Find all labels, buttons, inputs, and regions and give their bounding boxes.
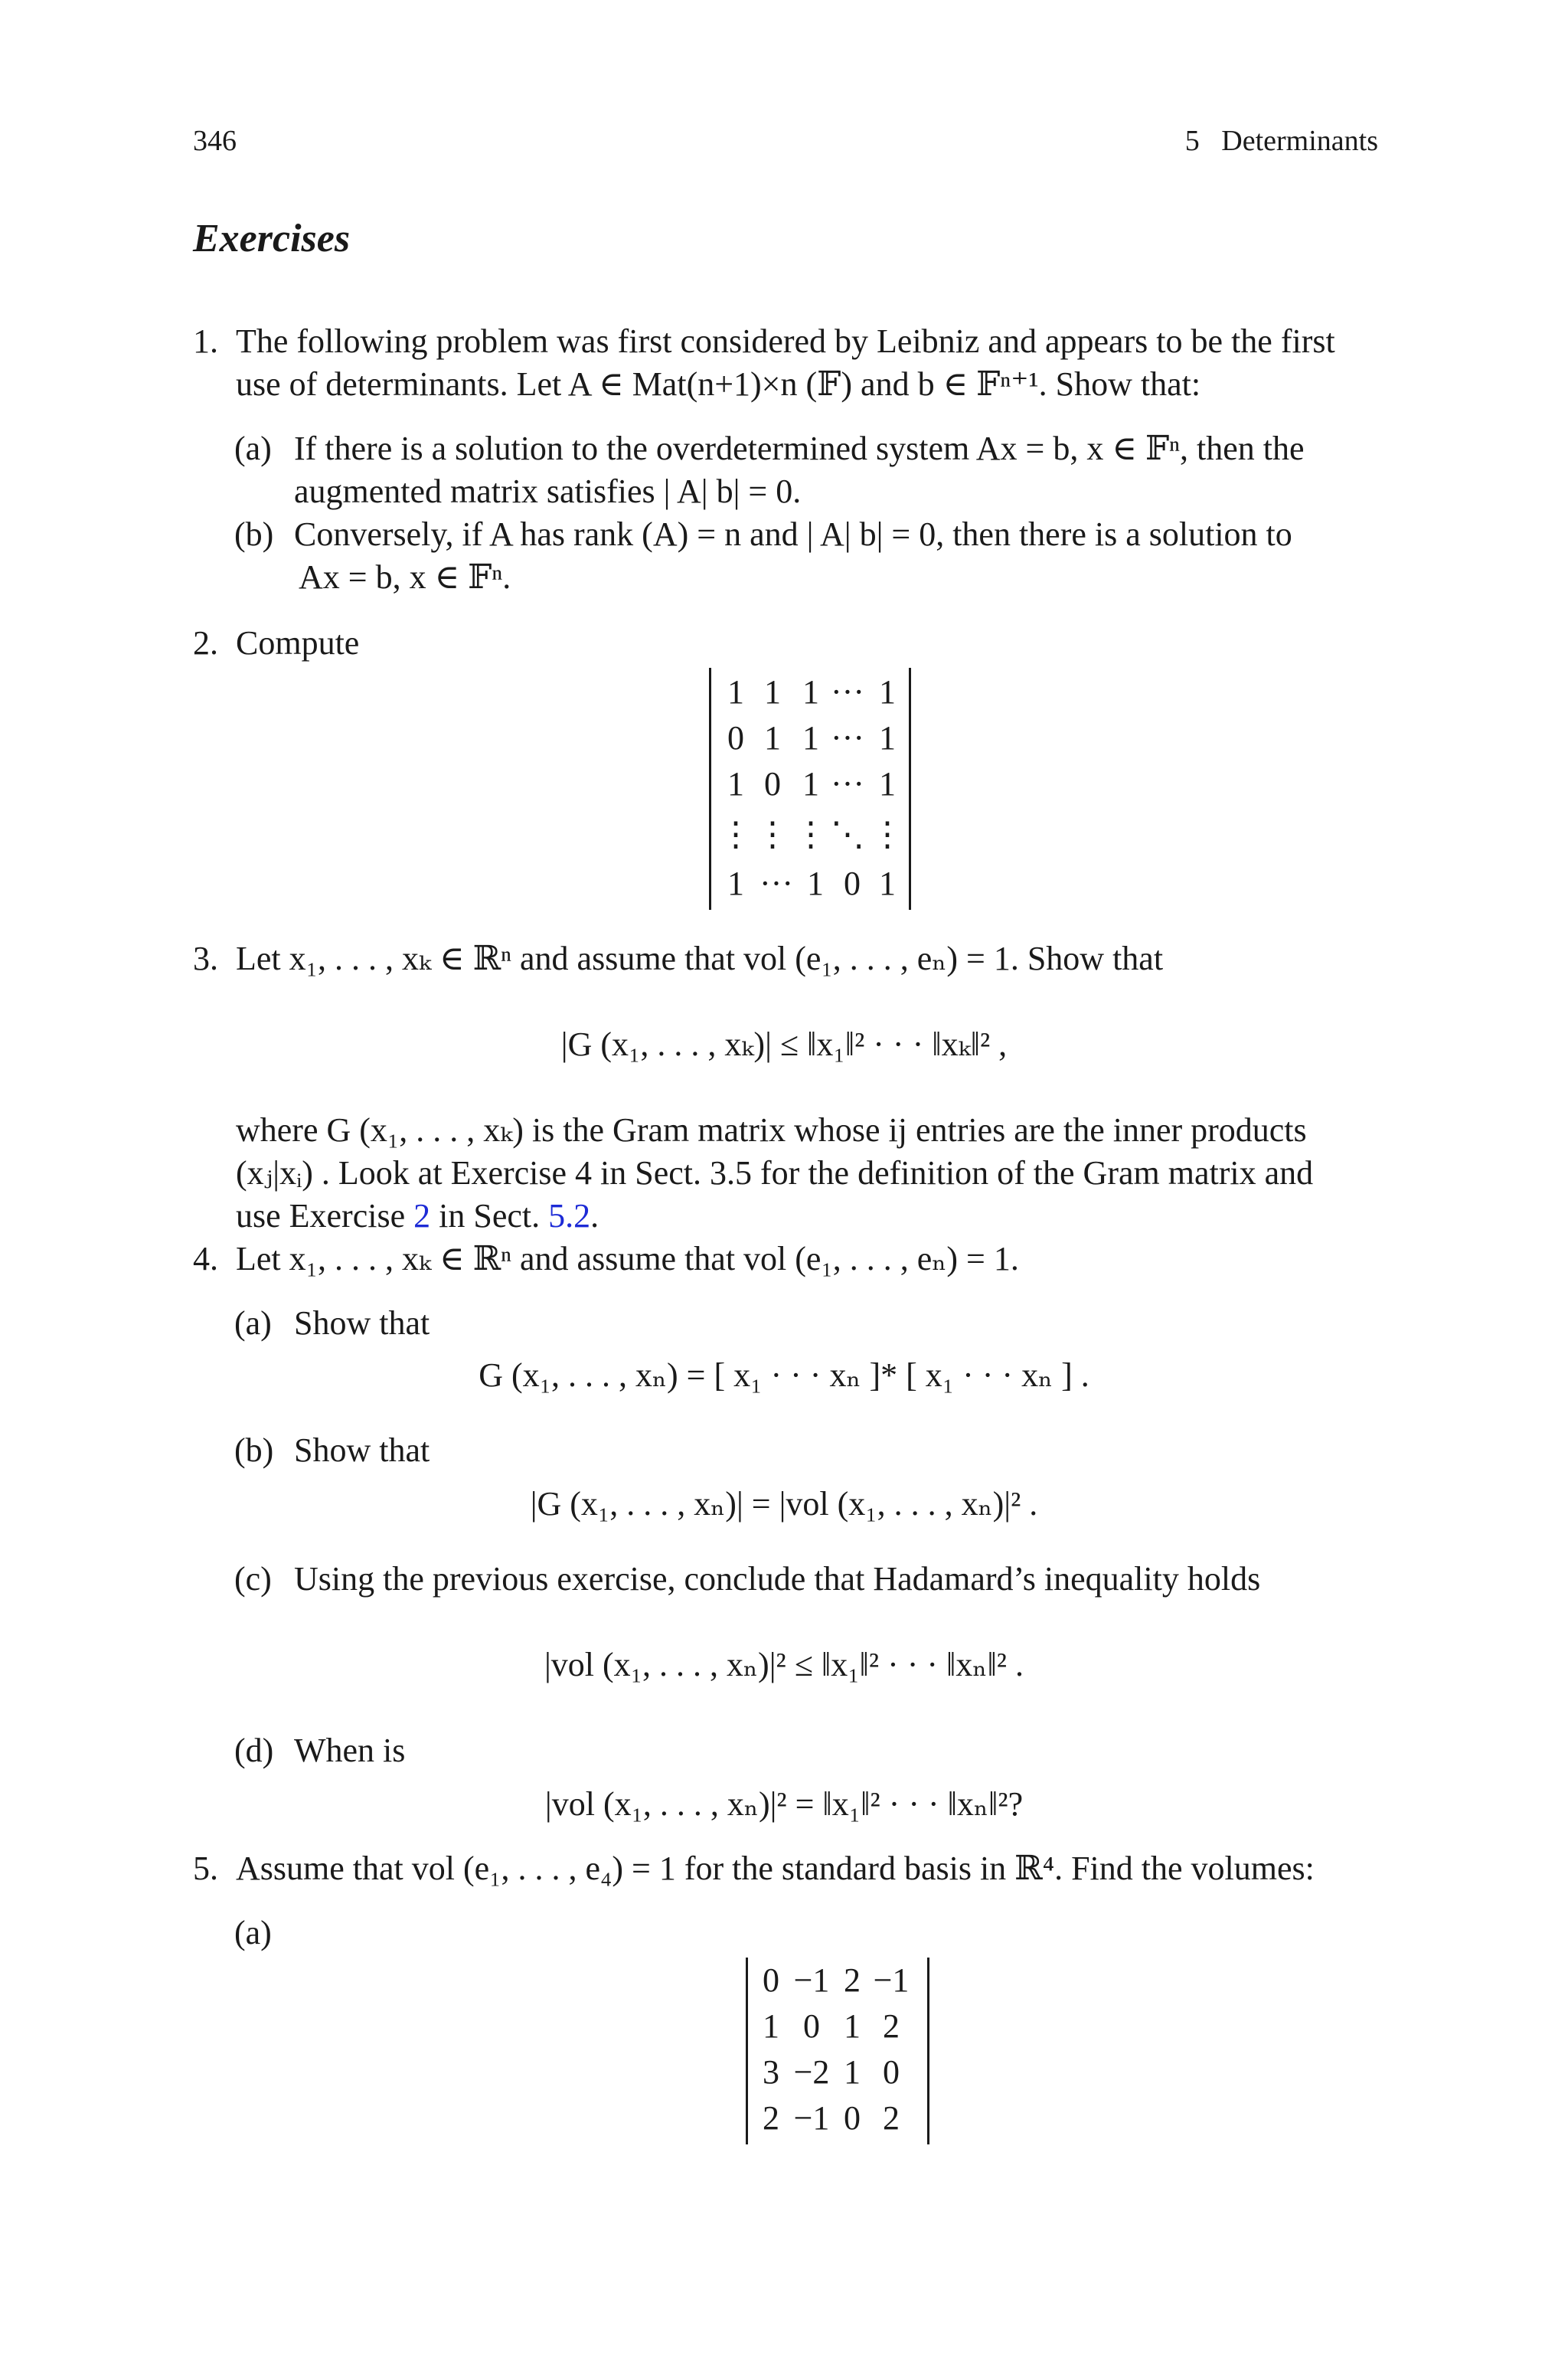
- matrix-cell: 2: [883, 2007, 900, 2045]
- matrix-cell: 2: [844, 1961, 861, 1999]
- item-text: If there is a solution to the overdetermined system Ax = b, x ∈ 𝔽ⁿ, then the: [294, 430, 1305, 467]
- matrix-cell: 1: [764, 719, 781, 757]
- section-link[interactable]: 5.2: [548, 1197, 591, 1235]
- matrix-cell: ⋮: [756, 816, 789, 853]
- matrix-cell: ···: [760, 865, 793, 902]
- matrix-cell: ⋱: [831, 816, 864, 853]
- matrix-cell: 1: [727, 765, 744, 803]
- exercise-text: [236, 1195, 599, 1238]
- matrix-cell: 1: [879, 673, 896, 711]
- equation: |vol (x₁, . . . , xₙ)|² ≤ ‖x₁‖² · · · ‖xₙ‖² .: [544, 1646, 1024, 1683]
- exercise-number: 4.: [193, 1240, 218, 1277]
- item-text: Conversely, if A has rank (A) = n and | A| b| = 0, then there is a solution to: [294, 515, 1292, 553]
- exercise-number: 1.: [193, 322, 218, 360]
- matrix-cell: 2: [763, 2099, 779, 2137]
- matrix-cell: 1: [764, 673, 781, 711]
- matrix-cell: 0: [844, 2099, 861, 2137]
- page-number: 346: [193, 125, 237, 157]
- equation: |G (x₁, . . . , xₙ)| = |vol (x₁, . . . , xₙ)|² .: [530, 1485, 1038, 1523]
- item-label: (b): [234, 515, 274, 553]
- exercise-text: where G (x₁, . . . , xₖ) is the Gram matrix whose ij entries are the inner products: [236, 1111, 1307, 1149]
- exercise-number: 5.: [193, 1850, 218, 1887]
- matrix-cell: ⋮: [871, 816, 904, 853]
- matrix-cell: 1: [879, 865, 896, 902]
- matrix-row: [717, 862, 903, 905]
- exercise-number: 2.: [193, 624, 218, 662]
- matrix-cell: ⋮: [794, 816, 828, 853]
- item-text: Show that: [294, 1304, 430, 1342]
- matrix-cell: 0: [764, 765, 781, 803]
- item-label: (a): [234, 430, 272, 467]
- matrix-cell: 1: [879, 765, 896, 803]
- text-segment: .: [590, 1197, 599, 1235]
- item-label: (a): [234, 1304, 272, 1342]
- matrix-row: [752, 2051, 923, 2094]
- item-text: When is: [294, 1732, 406, 1769]
- item-text: augmented matrix satisfies | A| b| = 0.: [294, 473, 802, 510]
- equation: G (x₁, . . . , xₙ) = [ x₁ · · · xₙ ]* [ x₁ · · · xₙ ] .: [479, 1356, 1089, 1394]
- matrix-bar-left: [746, 1958, 748, 2144]
- item-text: Ax = b, x ∈ 𝔽ⁿ.: [299, 558, 511, 596]
- item-text: Show that: [294, 1431, 430, 1469]
- text-segment: in Sect.: [430, 1197, 549, 1235]
- matrix-cell: 0: [803, 2007, 820, 2045]
- matrix-cell: 1: [807, 865, 824, 902]
- matrix-row: [752, 2005, 923, 2048]
- equation: |G (x₁, . . . , xₖ)| ≤ ‖x₁‖² · · · ‖xₖ‖² ,: [560, 1025, 1008, 1063]
- determinant-matrix-2: [746, 1958, 929, 2144]
- determinant-matrix-1: [709, 668, 911, 910]
- matrix-cell: 1: [844, 2007, 861, 2045]
- exercise-text: use of determinants. Let A ∈ Mat(n+1)×n (𝔽) and b ∈ 𝔽ⁿ⁺¹. Show that:: [236, 365, 1201, 403]
- exercise-text: Assume that vol (e₁, . . . , e₄) = 1 for the standard basis in ℝ⁴. Find the volumes:: [236, 1850, 1315, 1887]
- matrix-cell: 1: [802, 673, 819, 711]
- equation: |vol (x₁, . . . , xₙ)|² = ‖x₁‖² · · · ‖xₙ‖²?: [544, 1785, 1024, 1823]
- matrix-cell: 1: [802, 765, 819, 803]
- matrix-cell: −2: [793, 2053, 830, 2091]
- item-label: (d): [234, 1732, 274, 1769]
- matrix-cell: ···: [831, 673, 864, 711]
- matrix-cell: 0: [727, 719, 744, 757]
- item-label: (a): [234, 1914, 272, 1951]
- exercise-link[interactable]: 2: [413, 1197, 431, 1235]
- exercise-text: Let x₁, . . . , xₖ ∈ ℝⁿ and assume that vol (e₁, . . . , eₙ) = 1.: [236, 1240, 1019, 1277]
- matrix-bar-right: [927, 1958, 929, 2144]
- matrix-row: [717, 717, 903, 760]
- matrix-cell: 1: [727, 865, 744, 902]
- matrix-row: [752, 2097, 923, 2140]
- matrix-row: [717, 813, 903, 856]
- item-text: Using the previous exercise, conclude that Hadamard’s inequality holds: [294, 1560, 1261, 1598]
- matrix-cell: −1: [793, 1961, 830, 1999]
- matrix-cell: 0: [844, 865, 861, 902]
- matrix-cell: −1: [793, 2099, 830, 2137]
- matrix-cell: 1: [879, 719, 896, 757]
- exercise-text: (xⱼ|xᵢ) . Look at Exercise 4 in Sect. 3.5 for the definition of the Gram matrix and: [236, 1154, 1314, 1192]
- matrix-cell: 1: [844, 2053, 861, 2091]
- matrix-cell: 2: [883, 2099, 900, 2137]
- text-segment: use Exercise: [236, 1197, 414, 1235]
- exercise-number: 3.: [193, 940, 218, 977]
- item-label: (c): [234, 1560, 272, 1598]
- matrix-cell: ⋮: [719, 816, 753, 853]
- matrix-cell: 1: [763, 2007, 779, 2045]
- running-header: 5 Determinants: [1184, 125, 1378, 157]
- exercise-text: Let x₁, . . . , xₖ ∈ ℝⁿ and assume that vol (e₁, . . . , eₙ) = 1. Show that: [236, 940, 1164, 977]
- matrix-cell: 3: [763, 2053, 779, 2091]
- matrix-cell: 0: [763, 1961, 779, 1999]
- matrix-cell: 1: [727, 673, 744, 711]
- matrix-row: [752, 1959, 923, 2002]
- section-title: Exercises: [193, 217, 351, 260]
- matrix-bar-right: [909, 668, 911, 910]
- exercise-text: Compute: [236, 624, 360, 662]
- matrix-cell: −1: [873, 1961, 910, 1999]
- exercise-text: The following problem was first considered by Leibniz and appears to be the first: [236, 322, 1335, 360]
- matrix-bar-left: [709, 668, 711, 910]
- matrix-row: [717, 671, 903, 714]
- matrix-row: [717, 763, 903, 806]
- matrix-cell: 1: [802, 719, 819, 757]
- item-label: (b): [234, 1431, 274, 1469]
- matrix-cell: 0: [883, 2053, 900, 2091]
- matrix-cell: ···: [831, 765, 864, 803]
- matrix-cell: ···: [831, 719, 864, 757]
